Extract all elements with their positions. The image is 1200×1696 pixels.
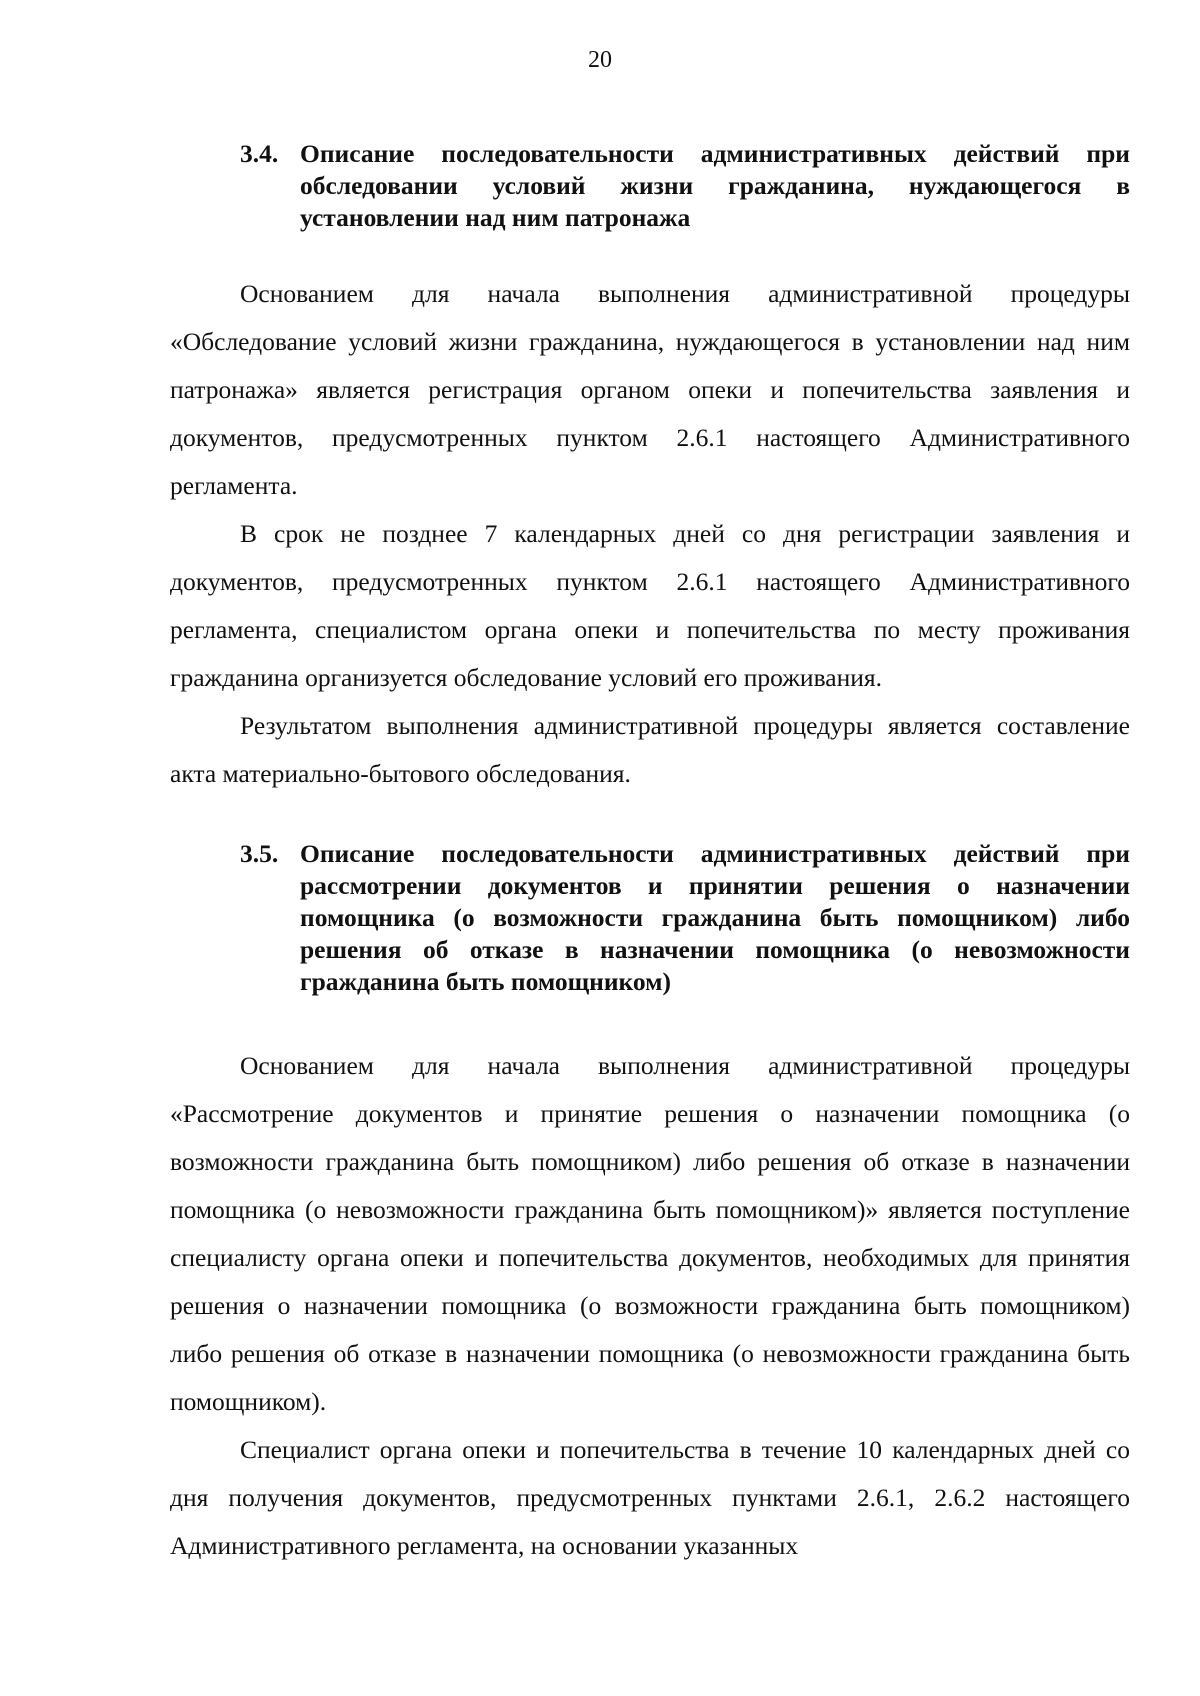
- page-number: 20: [588, 47, 612, 73]
- spacer: [170, 798, 1130, 838]
- section-3-4-number: 3.4.: [240, 139, 279, 168]
- document-body: [170, 138, 1130, 1570]
- section-3-4-title: Описание последовательности административных действий при обследовании условий жизни гражданина, нуждающегося в установлении над ним патронажа: [300, 139, 1130, 232]
- section-3-4-paragraph-2: В срок не позднее 7 календарных дней со дня регистрации заявления и документов, предусмотренных пунктом 2.6.1 настоящего Административного регламента, специалистом органа опеки и попечительства по месту проживания гражданина организуется обследование условий его проживания.: [170, 519, 1130, 692]
- spacer: [170, 998, 1130, 1042]
- section-3-5-paragraph-2: Специалист органа опеки и попечительства в течение 10 календарных дней со дня получения документов, предусмотренных пунктами 2.6.1, 2.6.2 настоящего Административного регламента, на основании указанных: [170, 1435, 1130, 1560]
- section-3-5-number: 3.5.: [240, 839, 279, 868]
- section-3-5-paragraph-1: Основанием для начала выполнения административной процедуры «Рассмотрение документов и принятие решения о назначении помощника (о возможности гражданина быть помощником) либо решения об отказе в назначении помощника (о невозможности гражданина быть помощником)» является поступление специалисту органа опеки и попечительства документов, необходимых для принятия решения о назначении помощника (о возможности гражданина быть помощником) либо решения об отказе в назначении помощника (о невозможности гражданина быть помощником).: [170, 1051, 1130, 1416]
- section-3-4-heading: [170, 138, 1130, 234]
- section-3-5-title: Описание последовательности административных действий при рассмотрении документов и принятии решения о назначении помощника (о возможности гражданина быть помощником) либо решения об отказе в назначении помощника (о невозможности гражданина быть помощником): [300, 839, 1130, 996]
- section-3-5-heading: [170, 838, 1130, 998]
- section-3-4-paragraph-3: Результатом выполнения административной процедуры является составление акта материально-бытового обследования.: [170, 711, 1130, 788]
- section-3-4-paragraph-1: Основанием для начала выполнения административной процедуры «Обследование условий жизни гражданина, нуждающегося в установлении над ним патронажа» является регистрация органом опеки и попечительства заявления и документов, предусмотренных пунктом 2.6.1 настоящего Административного регламента.: [170, 279, 1130, 500]
- spacer: [170, 234, 1130, 270]
